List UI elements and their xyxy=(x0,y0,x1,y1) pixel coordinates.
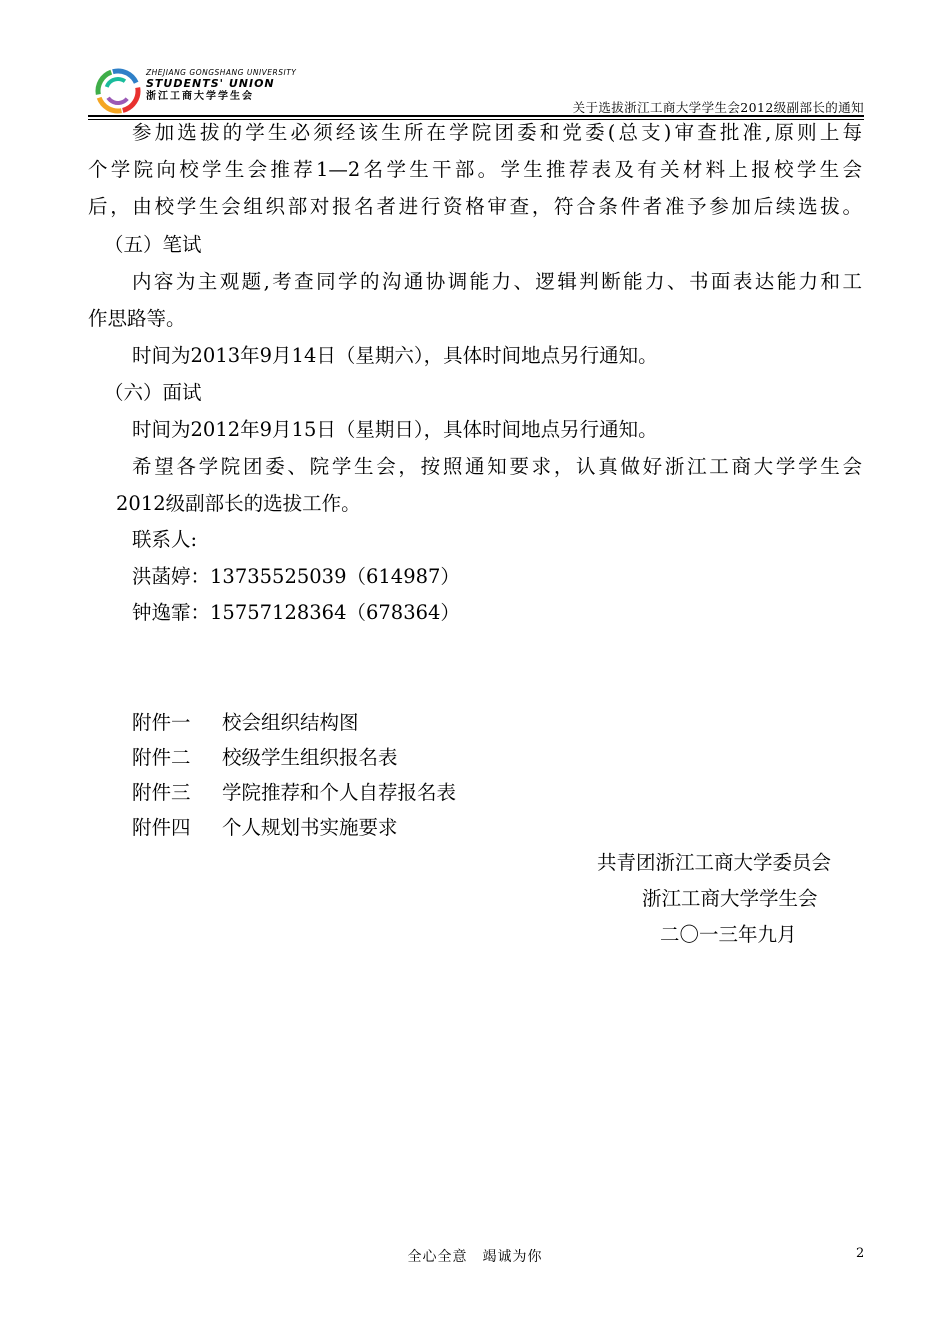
attachment-label: 附件三 xyxy=(132,781,191,804)
signature-org-league: 共青团浙江工商大学委员会 xyxy=(597,851,832,874)
paragraph-line: 希望各学院团委、院学生会，按照通知要求，认真做好浙江工商大学学生会 xyxy=(132,455,862,478)
contact-item: 洪菡婷：13735525039（614987） xyxy=(132,565,460,588)
attachment-label: 附件一 xyxy=(132,711,191,734)
paragraph-line: 2012级副部长的选拔工作。 xyxy=(116,492,361,515)
paragraph-line: 参加选拔的学生必须经该生所在学院团委和党委(总支)审查批准,原则上每 xyxy=(132,121,862,144)
section-heading-written-test: （五）笔试 xyxy=(104,233,202,256)
attachment-label: 附件二 xyxy=(132,746,191,769)
header-rule-thin xyxy=(88,119,864,120)
students-union-logo xyxy=(92,66,144,114)
signature-date: 二〇一三年九月 xyxy=(660,923,797,946)
contact-label: 联系人: xyxy=(132,528,198,551)
header-document-title: 关于选拔浙江工商大学学生会2012级副部长的通知 xyxy=(572,100,864,115)
signature-org-union: 浙江工商大学学生会 xyxy=(642,887,818,910)
page-header xyxy=(88,62,864,114)
header-rule-thick xyxy=(88,115,864,117)
attachment-title: 校会组织结构图 xyxy=(222,711,359,734)
attachment-label: 附件四 xyxy=(132,816,191,839)
page-number: 2 xyxy=(856,1246,865,1261)
section-heading-interview: （六）面试 xyxy=(104,381,202,404)
written-test-time: 时间为2013年9月14日（星期六），具体时间地点另行通知。 xyxy=(132,344,658,367)
paragraph-line: 内容为主观题,考查同学的沟通协调能力、逻辑判断能力、书面表达能力和工 xyxy=(132,270,862,293)
paragraph-line: 后，由校学生会组织部对报名者进行资格审查，符合条件者准予参加后续选拔。 xyxy=(88,195,862,218)
logo-chinese-name: 浙江工商大学学生会 xyxy=(146,91,254,102)
paragraph-line: 个学院向校学生会推荐1—2名学生干部。学生推荐表及有关材料上报校学生会 xyxy=(88,158,862,181)
paragraph-line: 作思路等。 xyxy=(88,307,186,330)
contact-item: 钟逸霏：15757128364（678364） xyxy=(132,601,460,624)
logo-english-line-1: ZHEJIANG GONGSHANG UNIVERSITY xyxy=(146,68,297,77)
logo-english-line-2: STUDENTS' UNION xyxy=(146,77,275,90)
attachment-title: 个人规划书实施要求 xyxy=(222,816,398,839)
footer-motto: 全心全意 竭诚为你 xyxy=(407,1249,543,1265)
attachment-title: 校级学生组织报名表 xyxy=(222,746,398,769)
interview-time: 时间为2012年9月15日（星期日），具体时间地点另行通知。 xyxy=(132,418,658,441)
logo-text xyxy=(146,68,296,103)
attachment-title: 学院推荐和个人自荐报名表 xyxy=(222,781,457,804)
